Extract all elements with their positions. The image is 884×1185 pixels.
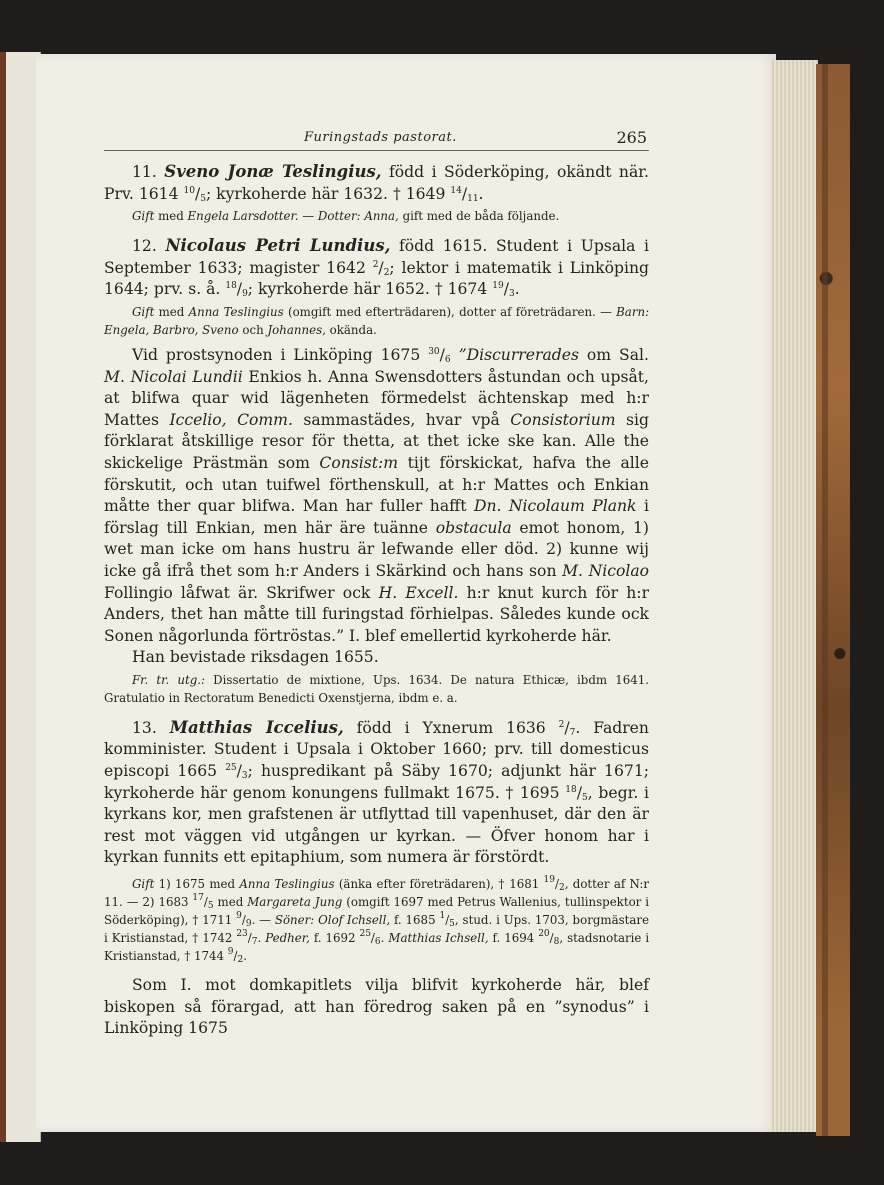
entry-name: Sveno Jonæ Teslingius, xyxy=(164,162,382,181)
entry-name: Nicolaus Petri Lundius, xyxy=(165,236,391,256)
left-cover xyxy=(0,52,6,1142)
entry-11-note: Gift med Engela Larsdotter. — Dotter: Anna, gift med de båda följande. xyxy=(132,209,560,224)
works-list: Fr. tr. utg.: Dissertatio de mixtione, Ups. 1634. De natura Ethicæ, ibdm 1641. Gratulatio in Rectoratum Benedicti Oxenstjerna, ibdm e. a. xyxy=(104,672,650,705)
entry-13: 13. Matthias Iccelius, född i Yxnerum 1636 $^2/_7$. Fadren komminister. Student i Upsala i Oktober 1660; prv. till domesticus episcopi 1665 $^{25}/_3$; huspredikant på Säby 1670; adjunkt här 1671; kyrkoherde här genom konungens fullmakt 1675. † 1695 $^{18}/_5$, begr. i kyrkans kor, men grafstenen är utflyttad till vapenhuset, där den är rest mot väggen vid utgången ur kyrkan. — Öfver honom har i kyrkan funnits ett epitaphium, som numera är förstördt. xyxy=(104,717,649,867)
running-header xyxy=(104,128,649,151)
page-fore-edge xyxy=(770,60,818,1132)
entry-12: 12. Nicolaus Petri Lundius, född 1615. Student i Upsala i September 1633; magister 1642 $^2/_2$; lektor i matematik i Linköping 1644; prv. s. å. $^{18}/_9$; kyrkoherde här 1652. † 1674 $^{19}/_3$. xyxy=(104,236,649,300)
page-content xyxy=(104,128,649,1040)
synod-quote: Vid prostsynoden i Linköping 1675 $^{30}/_6$ ”Discurrerades om Sal. M. Nicolai Lundii Enkios h. Anna Swensdotters åstundan och upsåt, at blifwa quar wid lägenheten förmedelst ächtenskap med h:r Mattes Iccelio, Comm. sammastädes, hvar vpå Consistorium sig förklarat åtskillige resor för thetta, at thet icke ske kan. Alle the skickelige Prästmän som Consist:m tijt förskickat, hafva the alle förskutit, och utan tuifwel förthenskull, at h:r Mattes och Enkian måtte ther quar blifwa. Man har fuller hafft Dn. Nicolaum Plank i förslag till Enkian, men här äre tuänne obstacula emot honom, 1) wet man icke om hans hustru är lefwande eller död. 2) kunne wij icke gå ifrå thet som h:r Anders i Skärkind och hans son M. Nicolao Follingio låfwat är. Skrifwer ock H. Excell. h:r knut kurch för h:r Anders, thet han måtte till furingstad förhielpas. Således kunde ock Sonen någorlunda förtröstas.” I. blef emellertid kyrkoherde här. xyxy=(104,345,650,645)
riksdag-line: Han bevistade riksdagen 1655. xyxy=(132,648,379,667)
entry-13-note: Gift 1) 1675 med Anna Teslingius (änka efter företrädaren), † 1681 $^{19}/_2$, dotter af N:r 11. — 2) 1683 $^{17}/_5$ med Margareta Jung (omgift 1697 med Petrus Wallenius, tullinspektor i Söderköping), † 1711 $^9/_9$. — Söner: Olof Ichsell, f. 1685 $^1/_5$, stud. i Ups. 1703, borgmästare i Kristianstad, † 1742 $^{23}/_7$. Pedher, f. 1692 $^{25}/_6$. Matthias Ichsell, f. 1694 $^{20}/_8$, stadsnotarie i Kristianstad, † 1744 $^9/_2$. xyxy=(104,875,650,966)
left-page-edge xyxy=(0,52,41,1142)
page-number: 265 xyxy=(616,128,647,147)
entry-11: 11. Sveno Jonæ Teslingius, född i Söderköping, okändt när. Prv. 1614 $^{10}/_5$; kyrkoherde här 1632. † 1649 $^{14}/_{11}$. xyxy=(104,162,649,204)
marbled-back-cover xyxy=(816,64,850,1136)
running-title: Furingstads pastorat. xyxy=(304,130,457,145)
entry-name: Matthias Iccelius, xyxy=(169,717,344,737)
entry-12-note: Gift med Anna Teslingius (omgift med efterträdaren), dotter af företrädaren. — Barn: Engela, Barbro, Sveno och Johannes, okända. xyxy=(104,304,650,337)
closing-paragraph: Som I. mot domkapitlets vilja blifvit kyrkoherde här, blef biskopen så förargad, att han föredrog saken på en ”synodus” i Linköping 1675 xyxy=(104,976,649,1038)
